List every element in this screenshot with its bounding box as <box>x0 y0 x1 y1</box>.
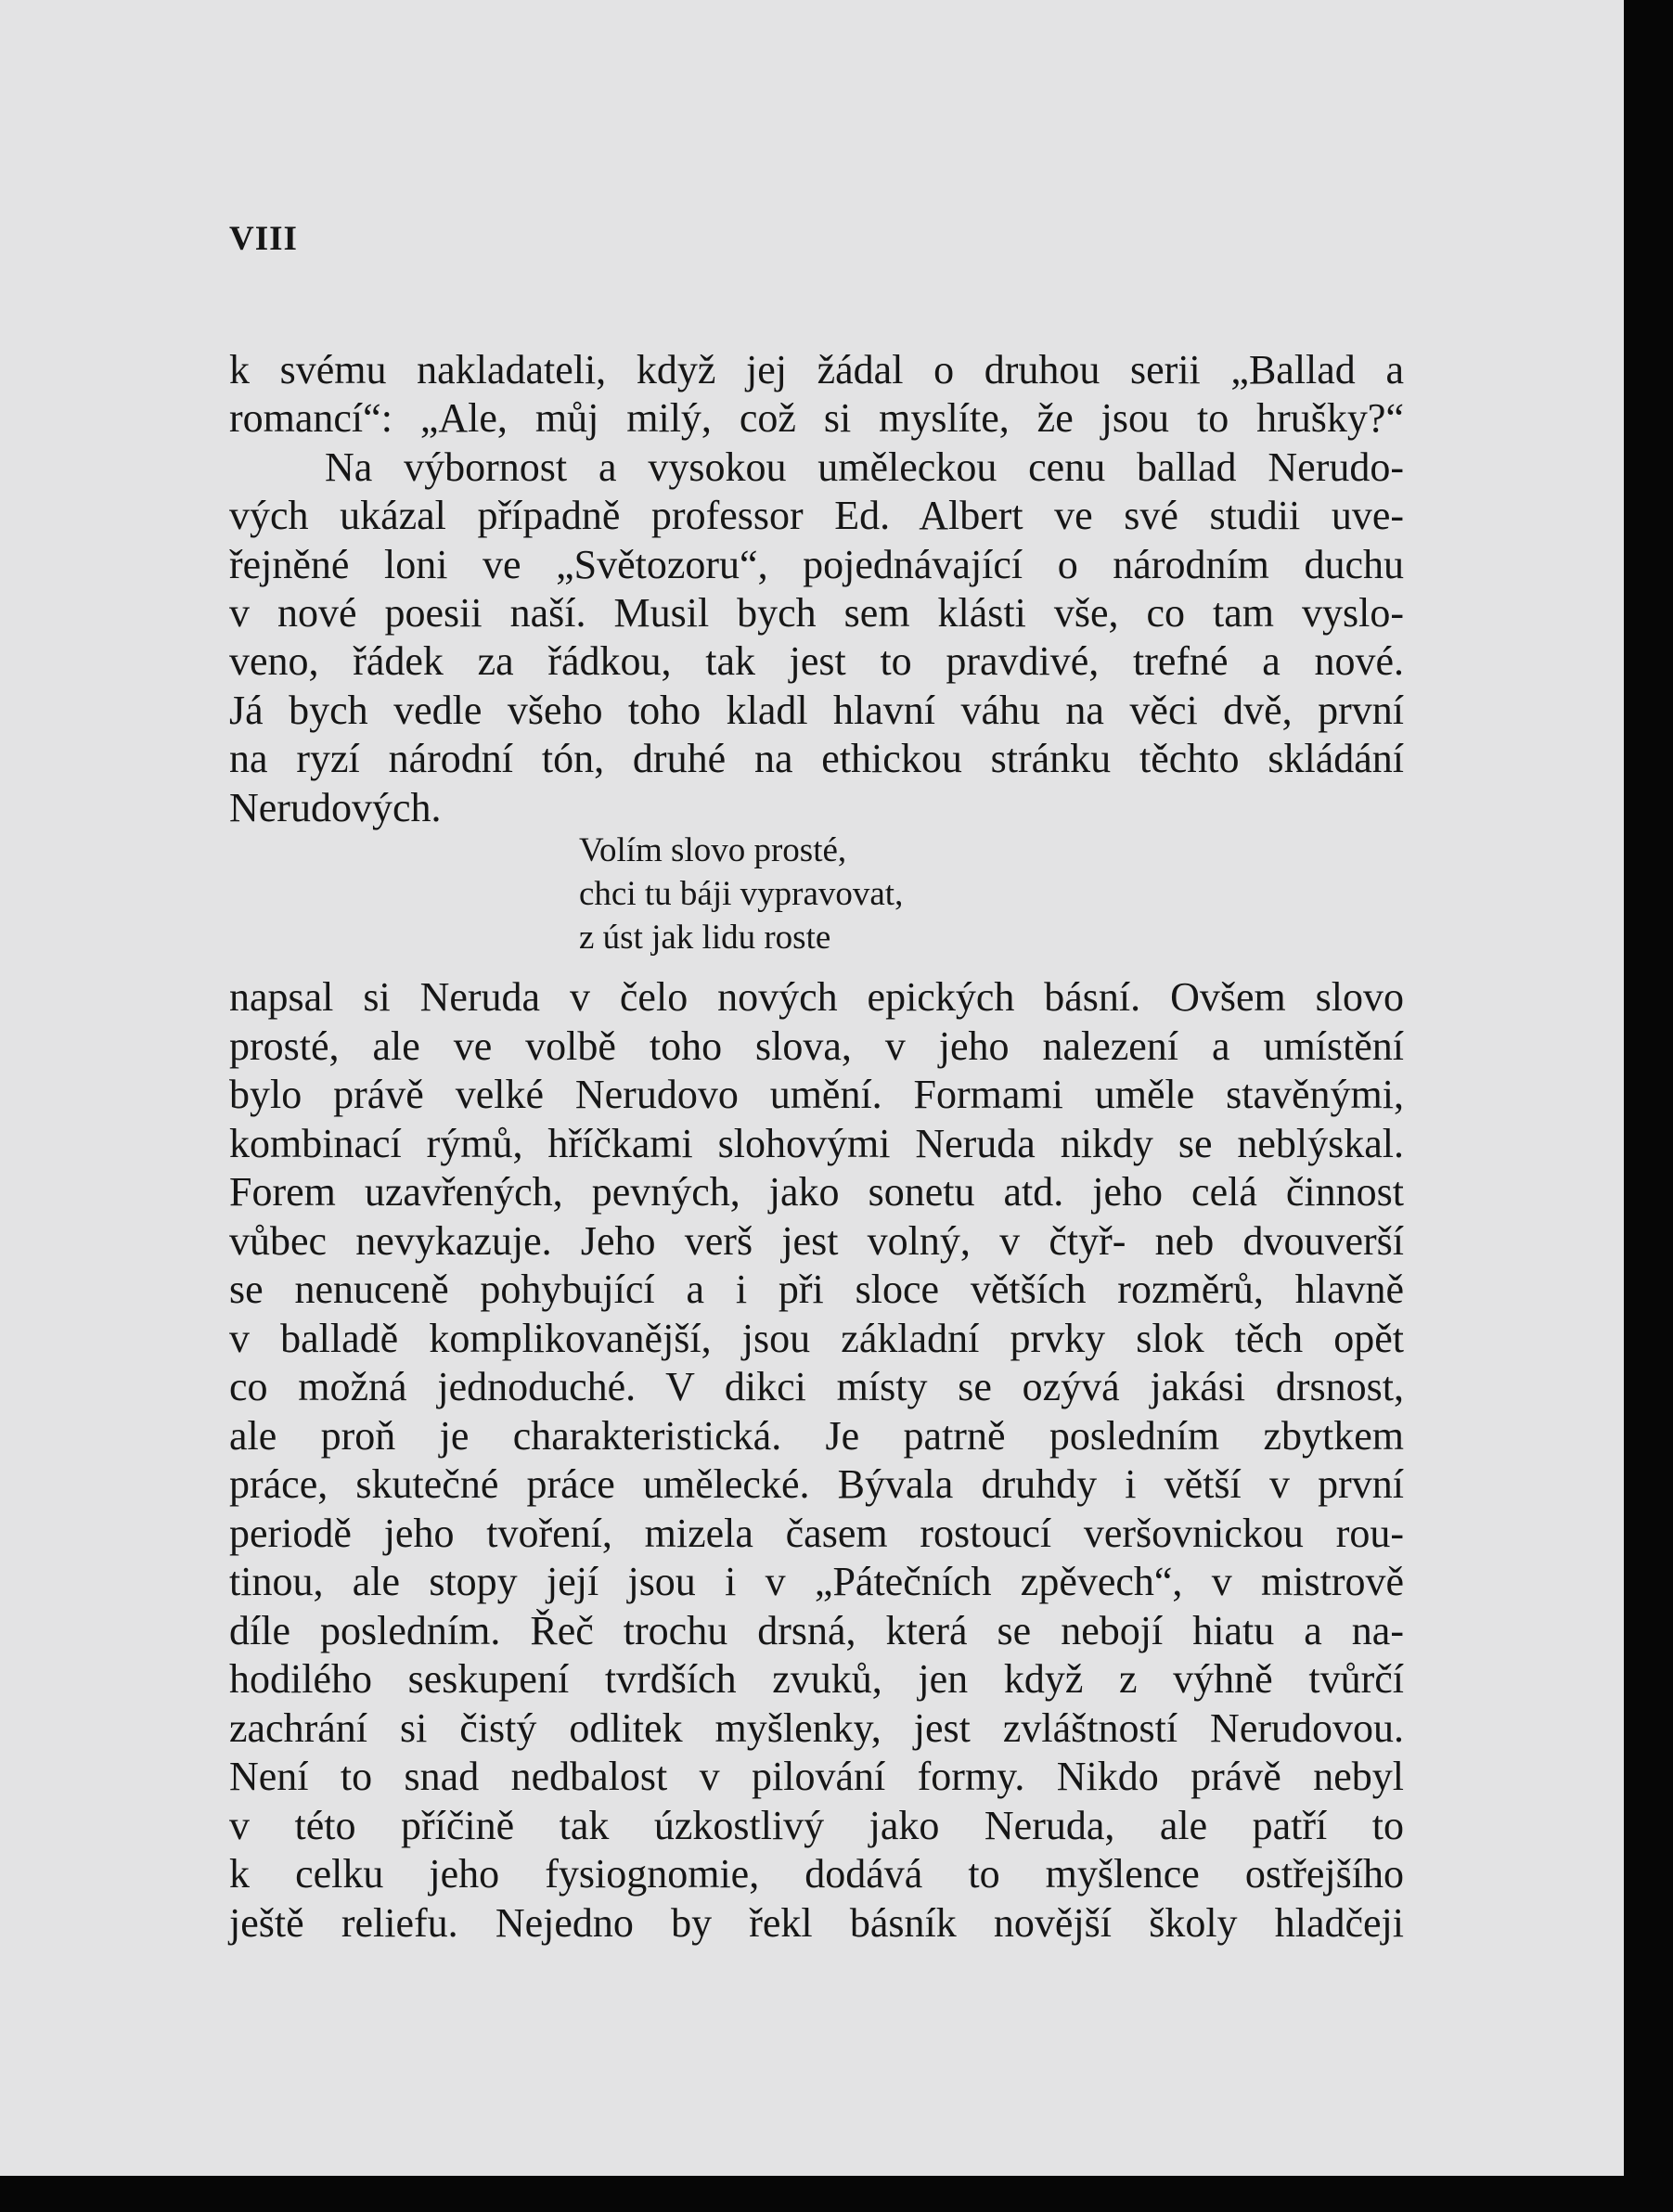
text-line: řejněné loni ve „Světozoru“, pojednávající o národním duchu <box>229 541 1404 587</box>
paragraph-2 <box>229 973 1404 1948</box>
text-line: v nové poesii naší. Musil bych sem klásti vše, co tam vyslo- <box>229 589 1404 636</box>
text-line: na ryzí národní tón, druhé na ethickou stránku těchto skládání <box>229 736 1404 782</box>
text-line: v této příčině tak úzkostlivý jako Neruda, ale patří to <box>229 1802 1404 1848</box>
page-number: VIII <box>229 220 298 258</box>
text-line: veno, řádek za řádkou, tak jest to pravdivé, trefné a nové. <box>229 638 1404 685</box>
text-line: vůbec nevykazuje. Jeho verš jest volný, v čtyř- neb dvouverší <box>229 1217 1404 1264</box>
text-line: tinou, ale stopy její jsou i v „Pátečních zpěvech“, v mistrově <box>229 1559 1404 1604</box>
verse-line: z úst jak lidu roste <box>579 919 831 957</box>
text-line: práce, skutečné práce umělecké. Bývala druhdy i větší v první <box>229 1461 1404 1507</box>
text-line: prosté, ale ve volbě toho slova, v jeho nalezení a umístění <box>229 1022 1404 1069</box>
text-line: ještě reliefu. Nejedno by řekl básník novější školy hladčeji <box>229 1899 1404 1946</box>
text-line: periodě jeho tvoření, mizela časem rostoucí veršovnickou rou- <box>229 1510 1404 1556</box>
text-line: Na výbornost a vysokou uměleckou cenu ballad Nerudo- <box>325 444 1404 490</box>
text-line: se nenuceně pohybující a i při sloce větších rozměrů, hlavně <box>229 1267 1404 1312</box>
text-line: vých ukázal případně professor Ed. Albert ve své studii uve- <box>229 493 1404 539</box>
text-line: napsal si Neruda v čelo nových epických básní. Ovšem slovo <box>229 974 1404 1020</box>
text-line: Nerudových. <box>229 784 442 830</box>
text-line: v balladě komplikovanější, jsou základní prvky slok těch opět <box>229 1315 1404 1361</box>
text-line: co možná jednoduché. V dikci místy se ozývá jakási drsnost, <box>229 1364 1404 1409</box>
verse-line: chci tu báji vypravovat, <box>579 875 904 913</box>
text-line: Není to snad nedbalost v pilování formy. Nikdo právě nebyl <box>229 1754 1404 1799</box>
text-line: k svému nakladateli, když jej žádal o druhou serii „Ballad a <box>229 347 1404 392</box>
text-line: Já bych vedle všeho toho kladl hlavní váhu na věci dvě, první <box>229 687 1404 733</box>
verse-line: Volím slovo prosté, <box>579 831 847 869</box>
text-line: k celku jeho fysiognomie, dodává to myšlence ostřejšího <box>229 1851 1404 1897</box>
text-line: Forem uzavřených, pevných, jako sonetu atd. jeho celá činnost <box>229 1169 1404 1215</box>
text-line: hodilého seskupení tvrdších zvuků, jen když z výhně tvůrčí <box>229 1656 1404 1702</box>
text-line: romancí“: „Ale, můj milý, což si myslíte, že jsou to hrušky?“ <box>229 395 1404 442</box>
text-line: bylo právě velké Nerudovo umění. Formami uměle stavěnými, <box>229 1072 1404 1117</box>
text-line: kombinací rýmů, hříčkami slohovými Neruda nikdy se neblýskal. <box>229 1120 1404 1166</box>
text-line: díle posledním. Řeč trochu drsná, která se nebojí hiatu a na- <box>229 1607 1404 1653</box>
text-line: ale proň je charakteristická. Je patrně posledním zbytkem <box>229 1412 1404 1459</box>
paragraph-1 <box>229 346 1404 832</box>
verse-quote <box>579 829 903 959</box>
text-line: zachrání si čistý odlitek myšlenky, jest zvláštností Nerudovou. <box>229 1704 1404 1751</box>
